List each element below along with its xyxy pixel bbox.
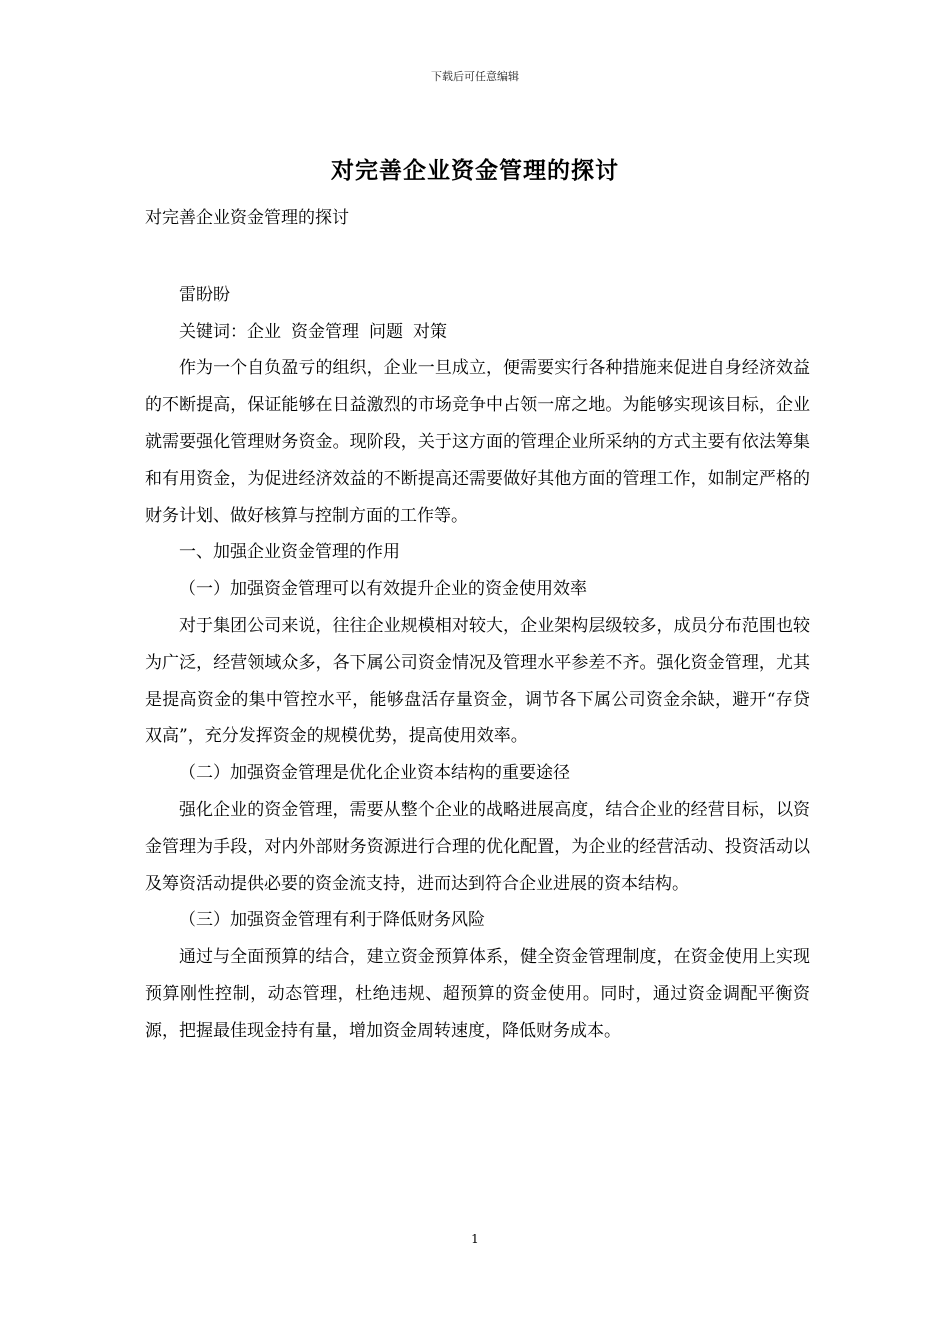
subsection-heading: （三）加强资金管理有利于降低财务风险 (179, 910, 485, 931)
subsection-heading: （二）加强资金管理是优化企业资本结构的重要途径 (179, 763, 570, 784)
intro-paragraph: 作为一个自负盈亏的组织，企业一旦成立，便需要实行各种措施来促进自身经济效益的不断提高，保证能够在日益激烈的市场竞争中占领一席之地。为能够实现该目标，企业就需要强化管理财务资金。现阶段，关于这方面的管理企业所采纳的方式主要有依法筹集和有用资金，为促进经济效益的不断提高还需要做好其他方面的管理工作，如制定严格的财务计划、做好核算与控制方面的工作等。 (145, 358, 810, 526)
keywords-label: 关键词： (179, 321, 247, 342)
keyword-item: 问题 (369, 321, 403, 342)
section-heading: 一、加强企业资金管理的作用 (179, 542, 400, 563)
page-number: 1 (471, 1232, 479, 1246)
document-body (145, 200, 810, 1050)
keywords-line (145, 314, 810, 351)
subsection-paragraph: 强化企业的资金管理，需要从整个企业的战略进展高度，结合企业的经营目标，以资金管理为手段，对内外部财务资源进行合理的优化配置，为企业的经营活动、投资活动以及筹资活动提供必要的资金流支持，进而达到符合企业进展的资本结构。 (145, 799, 810, 894)
subsection-heading: （一）加强资金管理可以有效提升企业的资金使用效率 (179, 579, 587, 600)
subsection-paragraph: 对于集团公司来说，往往企业规模相对较大，企业架构层级较多，成员分布范围也较为广泛，经营领域众多，各下属公司资金情况及管理水平参差不齐。强化资金管理，尤其是提高资金的集中管控水平，能够盘活存量资金，调节各下属公司资金余缺，避开“存贷双高”，充分发挥资金的规模优势，提高使用效率。 (145, 615, 810, 747)
keyword-item: 资金管理 (291, 321, 359, 342)
page-header-note: 下载后可任意编辑 (431, 70, 519, 83)
spacer (145, 237, 810, 277)
keyword-item: 企业 (247, 321, 281, 342)
keyword-item: 对策 (413, 321, 447, 342)
subsection-paragraph: 通过与全面预算的结合，建立资金预算体系，健全资金管理制度，在资金使用上实现预算刚性控制，动态管理，杜绝违规、超预算的资金使用。同时，通过资金调配平衡资源，把握最佳现金持有量，增加资金周转速度，降低财务成本。 (145, 947, 810, 1041)
document-title: 对完善企业资金管理的探讨 (331, 157, 619, 184)
author-name: 雷盼盼 (179, 284, 230, 305)
document-subtitle: 对完善企业资金管理的探讨 (145, 208, 349, 228)
